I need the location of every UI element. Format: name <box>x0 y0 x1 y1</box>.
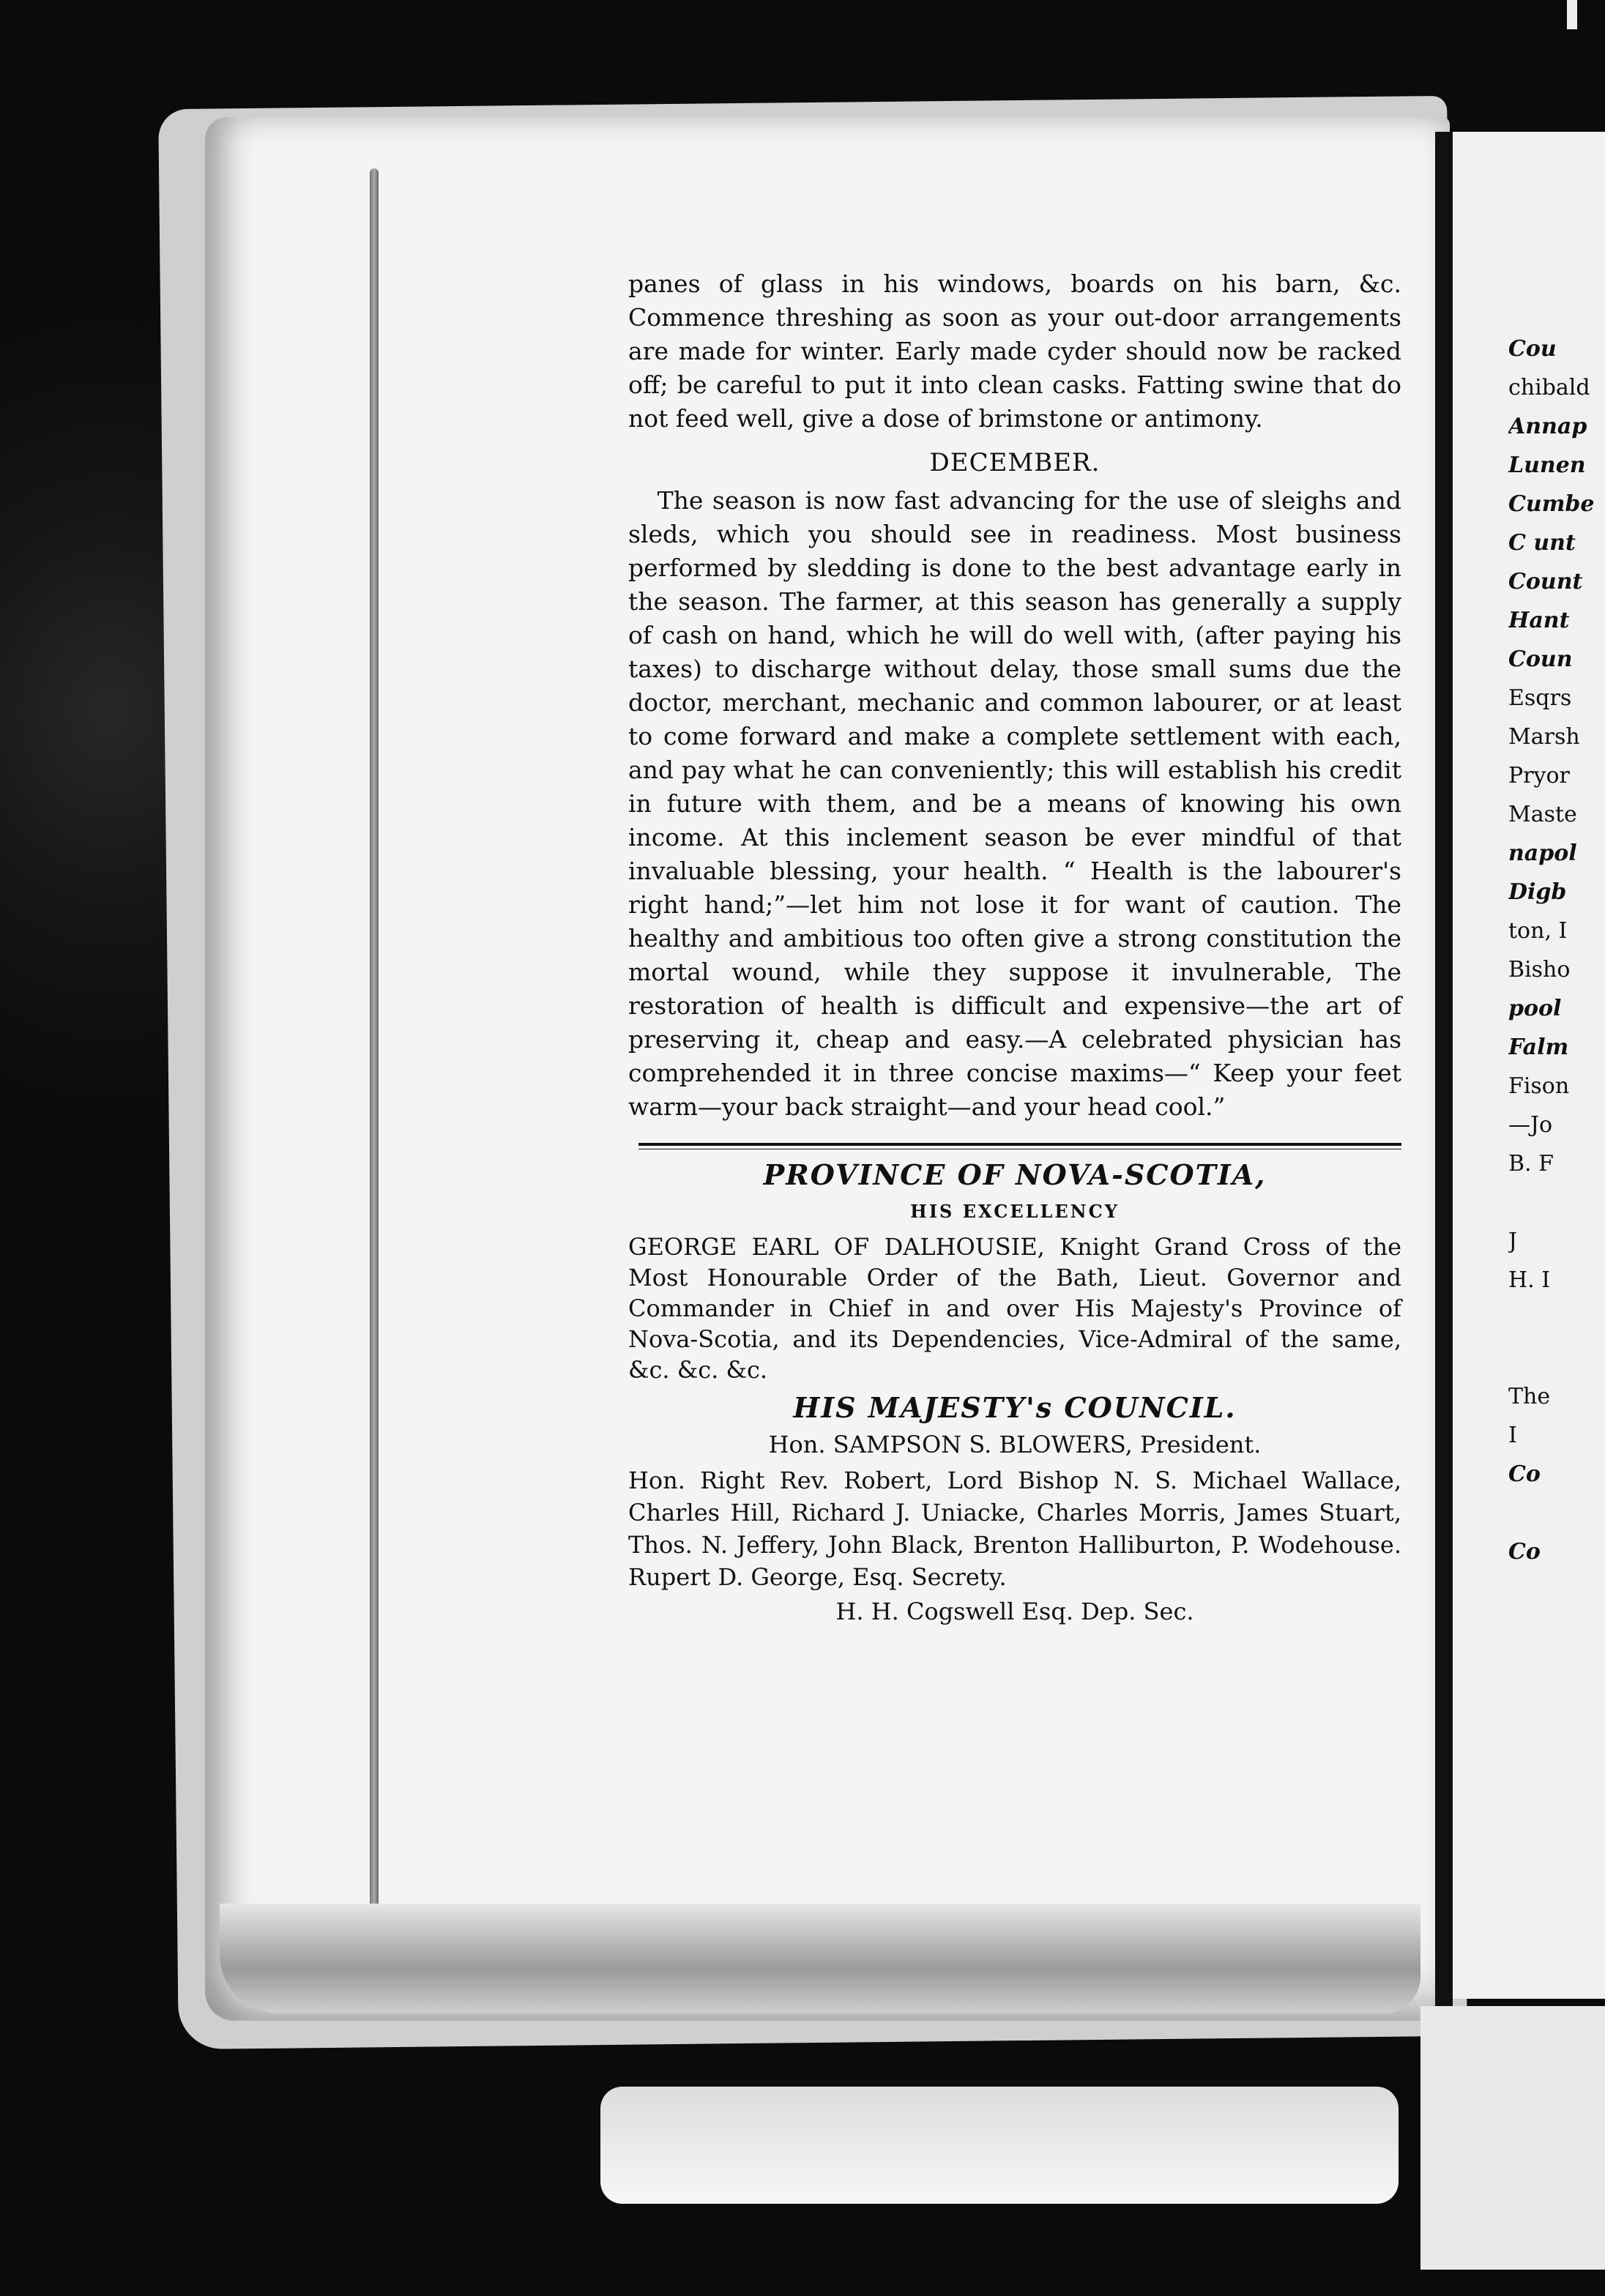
right-page-fragment: Annap <box>1508 414 1587 439</box>
right-page-fragment: Bisho <box>1508 957 1571 983</box>
right-page-fragment <box>1508 1300 1605 1338</box>
right-page-fragment: Cumbe <box>1508 491 1595 517</box>
right-page-fragment: I <box>1508 1423 1517 1448</box>
right-page-fragment: —Jo <box>1508 1112 1553 1138</box>
governor-entry: GEORGE EARL OF DALHOUSIE, Knight Grand Cross of the Most Honourable Order of the Bath, Lieut. Governor and Commander in Chief in and over His Majesty's Province of Nova-Scotia, and its Dependencies, Vice-Admiral of the same, &c. &c. &c. <box>628 1233 1401 1384</box>
deputy-secretary-line: H. H. Cogswell Esq. Dep. Sec. <box>835 1598 1194 1625</box>
right-page-fragment: Lunen <box>1508 452 1586 478</box>
december-paragraph: The season is now fast advancing for the use of sleighs and sleds, which you should see in readiness. Most business performed by sledding is done to the best advantage early in the season. The farmer, at this season has generally a supply of cash on hand, which he will do well with, (after paying his taxes) to discharge without delay, those small sums due the doctor, merchant, mechanic and common labourer, or at least to come forward and make a complete settlement with each, and pay what he can conveniently; this will establish his credit in future with them, and be a means of knowing his own income. At this inclement season be ever mindful of that invaluable blessing, your health. “ Health is the labourer's right hand;”—let him not lose it for want of caution. The healthy and ambitious too often give a strong constitution the mortal wound, while they suppose it invulnerable, The restoration of health is difficult and expensive—the art of preserving it, cheap and easy.—A celebrated physician has comprehended it in three concise maxims—“ Keep your feet warm—your back straight—and your head cool.” <box>628 486 1401 1121</box>
right-page-fragment: Marsh <box>1508 724 1580 750</box>
right-page-fragment: Digb <box>1508 879 1567 905</box>
right-page-fragment: J <box>1508 1229 1518 1254</box>
book-spine <box>1435 132 1453 2006</box>
right-page-fragment: C unt <box>1508 530 1576 556</box>
president-line: Hon. SAMPSON S. BLOWERS, President. <box>768 1431 1262 1458</box>
right-page-fragment: ton, I <box>1508 918 1568 944</box>
section-divider <box>638 1143 1401 1149</box>
province-heading: PROVINCE OF NOVA-SCOTIA, <box>763 1158 1267 1191</box>
page-gutter-edge <box>370 168 379 1940</box>
right-page-fragment: Coun <box>1508 646 1573 672</box>
right-page-fragment: Cou <box>1508 336 1557 362</box>
council-heading: HIS MAJESTY's COUNCIL. <box>793 1391 1237 1424</box>
page-bottom-tab <box>600 2087 1399 2204</box>
right-page-text-fragments <box>1508 329 1605 1571</box>
right-page-fragment: Co <box>1508 1461 1541 1487</box>
right-page-fragment: Pryor <box>1508 763 1570 789</box>
right-page-fragment: H. I <box>1508 1267 1551 1293</box>
right-page-fragment: chibald <box>1508 375 1590 400</box>
right-page-lower <box>1420 2006 1605 2270</box>
right-page-fragment: Count <box>1508 569 1583 594</box>
right-page-fragment: napol <box>1508 840 1577 866</box>
right-page-fragment: Hant <box>1508 608 1570 633</box>
right-page-fragment <box>1508 1183 1605 1222</box>
right-page-fragment: Falm <box>1508 1035 1569 1060</box>
right-page-fragment: Co <box>1508 1539 1541 1565</box>
right-page-fragment: Maste <box>1508 802 1577 827</box>
right-page-fragment: pool <box>1508 996 1562 1021</box>
right-page-fragment <box>1508 1494 1605 1532</box>
right-page-fragment: The <box>1508 1384 1551 1409</box>
right-page-fragment: B. F <box>1508 1151 1554 1177</box>
december-heading: DECEMBER. <box>929 448 1101 477</box>
page-bottom-edge <box>220 1904 1420 2013</box>
right-page-fragment <box>1508 1338 1605 1377</box>
right-page-fragment: Esqrs <box>1508 685 1572 711</box>
left-page-text <box>628 267 1401 1630</box>
right-page-fragment: Fison <box>1508 1073 1570 1099</box>
council-members: Hon. Right Rev. Robert, Lord Bishop N. S. Michael Wallace, Charles Hill, Richard J. Uniacke, Charles Morris, James Stuart, Thos. N. Jeffery, John Black, Brenton Halliburton, P. Wodehouse. Rupert D. George, Esq. Secrety. <box>628 1466 1401 1591</box>
his-excellency-label: HIS EXCELLENCY <box>910 1201 1120 1222</box>
corner-mark <box>1567 0 1577 29</box>
opening-paragraph: panes of glass in his windows, boards on his barn, &c. Commence threshing as soon as your out-door arrangements are made for winter. Early made cyder should now be racked off; be careful to put it into clean casks. Fatting swine that do not feed well, give a dose of brimstone or antimony. <box>628 269 1401 433</box>
